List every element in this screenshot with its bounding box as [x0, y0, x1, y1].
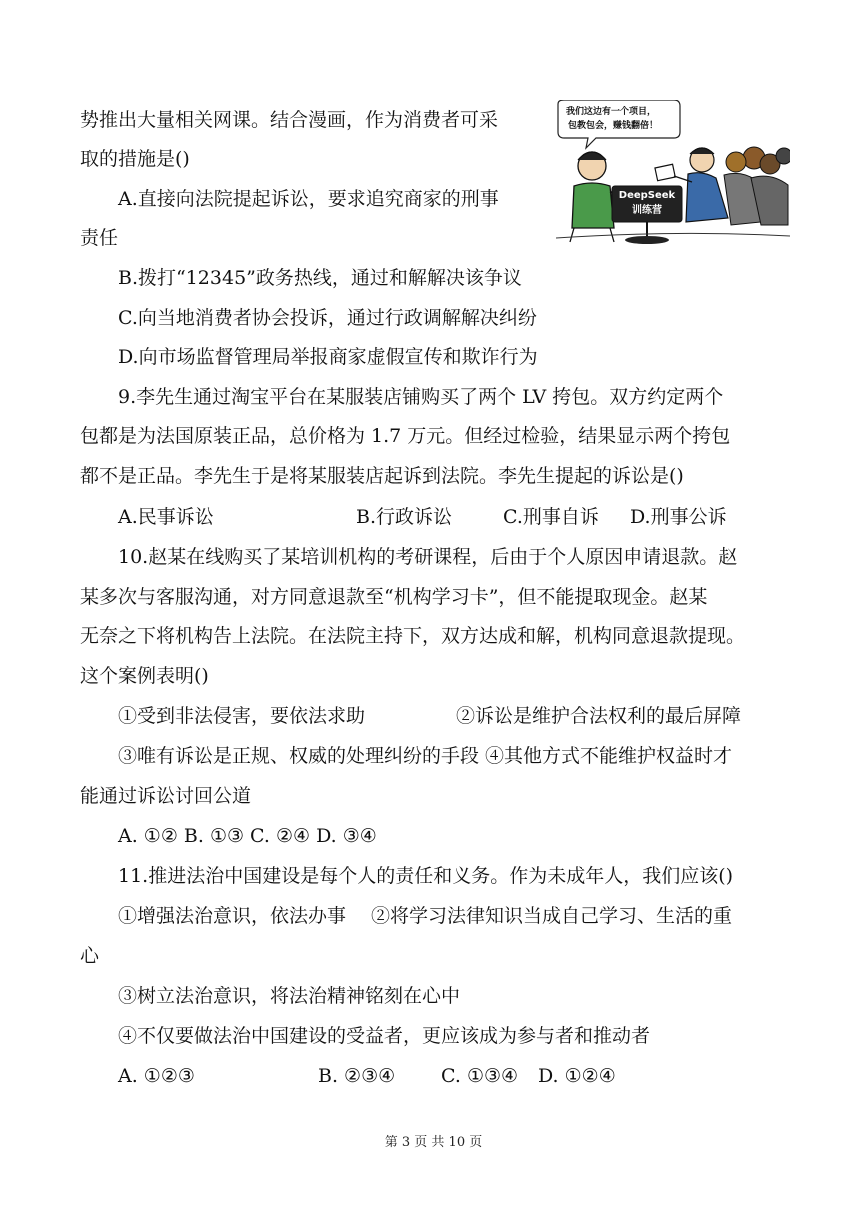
q8-option-a-line1: A.直接向法院提起诉讼，要求追究商家的刑事 [118, 188, 499, 210]
q8-option-a-line2: 责任 [80, 227, 119, 249]
q10-stem-line3: 无奈之下将机构告上法院。在法院主持下，双方达成和解，机构同意退款提现。 [80, 625, 746, 647]
cartoon-sign-line2: 训练营 [632, 205, 662, 216]
q10-stem-line2: 某多次与客服沟通，对方同意退款至“机构学习卡”，但不能提取现金。赵某 [80, 586, 708, 608]
cartoon-illustration [556, 100, 790, 246]
q11-item-4: ④不仅要做法治中国建设的受益者，更应该成为参与者和推动者 [118, 1025, 651, 1047]
q9-stem-line1: 9.李先生通过淘宝平台在某服装店铺购买了两个 LV 挎包。双方约定两个 [118, 386, 724, 408]
q10-items-3-4-line2: 能通过诉讼讨回公道 [80, 785, 252, 807]
q11-option-d: D. ①②④ [538, 1065, 616, 1087]
cartoon-speech-line1: 我们这边有一个项目， [566, 107, 657, 117]
q8-stem-line2: 取的措施是() [80, 148, 190, 170]
q10-stem-line1: 10.赵某在线购买了某培训机构的考研课程，后由于个人原因申请退款。赵 [118, 546, 738, 568]
q11-option-b: B. ②③④ [318, 1065, 396, 1087]
q11-item-3: ③树立法治意识，将法治精神铭刻在心中 [118, 985, 461, 1007]
crowd-figures [724, 147, 790, 225]
cartoon-sign-line1: DeepSeek [618, 190, 676, 201]
q11-stem: 11.推进法治中国建设是每个人的责任和义务。作为未成年人，我们应该() [118, 865, 734, 887]
q9-option-a: A.民事诉讼 [118, 506, 214, 528]
q10-items-3-4-line1: ③唯有诉讼是正规、权威的处理纠纷的手段 ④其他方式不能维护权益时才 [118, 745, 733, 767]
q11-items-1-2-line2: 心 [80, 945, 100, 967]
q9-option-d: D.刑事公诉 [630, 506, 727, 528]
q9-stem-line3: 都不是正品。李先生于是将某服装店起诉到法院。李先生提起的诉讼是() [80, 465, 684, 487]
q8-option-b: B.拨打“12345”政务热线，通过和解解决该争议 [118, 267, 522, 289]
q11-option-a: A. ①②③ [118, 1065, 195, 1087]
q9-stem-line2: 包都是为法国原装正品，总价格为 1.7 万元。但经过检验，结果显示两个挎包 [80, 425, 731, 447]
q9-option-c: C.刑事自诉 [503, 506, 599, 528]
q10-item-2: ②诉讼是维护合法权利的最后屏障 [456, 705, 742, 727]
q11-option-c: C. ①③④ [441, 1065, 519, 1087]
q8-option-d: D.向市场监督管理局举报商家虚假宣传和欺诈行为 [118, 346, 538, 368]
q8-stem-line1: 势推出大量相关网课。结合漫画，作为消费者可采 [80, 109, 499, 131]
cartoon-speech-line2: 包教包会，赚钱翻倍！ [568, 121, 659, 131]
page-footer: 第 3 页 共 10 页 [384, 1135, 483, 1150]
q10-options: A. ①② B. ①③ C. ②④ D. ③④ [118, 825, 377, 847]
q10-item-1: ①受到非法侵害，要依法求助 [118, 705, 366, 727]
q10-stem-line4: 这个案例表明() [80, 665, 209, 687]
q8-option-c: C.向当地消费者协会投诉，通过行政调解解决纠纷 [118, 307, 537, 329]
q11-items-1-2-line1: ①增强法治意识，依法办事 ②将学习法律知识当成自己学习、生活的重 [118, 905, 733, 927]
q9-option-b: B.行政诉讼 [356, 506, 453, 528]
